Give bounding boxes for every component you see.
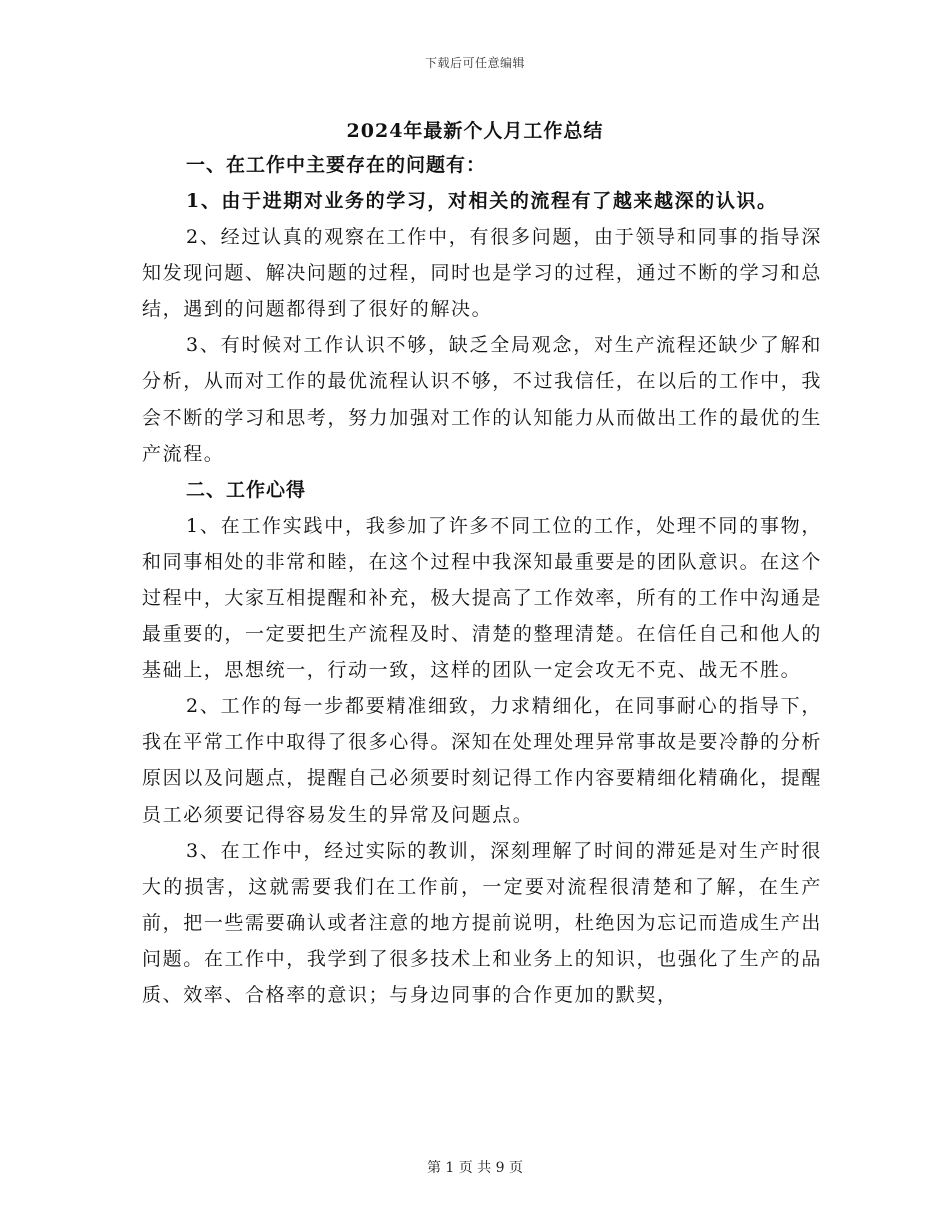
- page-number-footer: 第 1 页 共 9 页: [426, 1160, 524, 1176]
- header-note: 下载后可任意编辑: [424, 56, 525, 70]
- paragraph-insight-3: 3、在工作中，经过实际的教训，深刻理解了时间的滞延是对生产时很大的损害，这就需要我们在工作前，一定要对流程很清楚和了解，在生产前，把一些需要确认或者注意的地方提前说明，杜绝因为忘记而造成生产出问题。在工作中，我学到了很多技术上和业务上的知识，也强化了生产的品质、效率、合格率的意识；与身边同事的合作更加的默契，: [142, 839, 822, 1006]
- paragraph-problem-3: 3、有时候对工作认识不够，缺乏全局观念，对生产流程还缺少了解和分析，从而对工作的最优流程认识不够，不过我信任，在以后的工作中，我会不断的学习和思考，努力加强对工作的认知能力从而做出工作的最优的生产流程。: [142, 334, 822, 465]
- paragraph-insight-1: 1、在工作实践中，我参加了许多不同工位的工作，处理不同的事物，和同事相处的非常和睦，在这个过程中我深知最重要是的团队意识。在这个过程中，大家互相提醒和补充，极大提高了工作效率，所有的工作中沟通是最重要的，一定要把生产流程及时、清楚的整理清楚。在信任自己和他人的基础上，思想统一，行动一致，这样的团队一定会攻无不克、战无不胜。: [142, 514, 822, 682]
- document-title: 2024年最新个人月工作总结: [346, 120, 604, 142]
- paragraph-problem-2: 2、经过认真的观察在工作中，有很多问题，由于领导和同事的指导深知发现问题、解决问题的过程，同时也是学习的过程，通过不断的学习和总结，遇到的问题都得到了很好的解决。: [142, 226, 822, 321]
- paragraph-problem-1: 1、由于进期对业务的学习，对相关的流程有了越来越深的认识。: [186, 190, 778, 212]
- document-body: [142, 147, 822, 1013]
- section-heading-insights: 二、工作心得: [186, 478, 307, 501]
- section-heading-problems: 一、在工作中主要存在的问题有：: [186, 154, 487, 176]
- paragraph-insight-2: 2、工作的每一步都要精准细致，力求精细化，在同事耐心的指导下，我在平常工作中取得了很多心得。深知在处理处理异常事故是要冷静的分析原因以及问题点，提醒自己必须要时刻记得工作内容要精细化精确化，提醒员工必须要记得容易发生的异常及问题点。: [142, 695, 822, 826]
